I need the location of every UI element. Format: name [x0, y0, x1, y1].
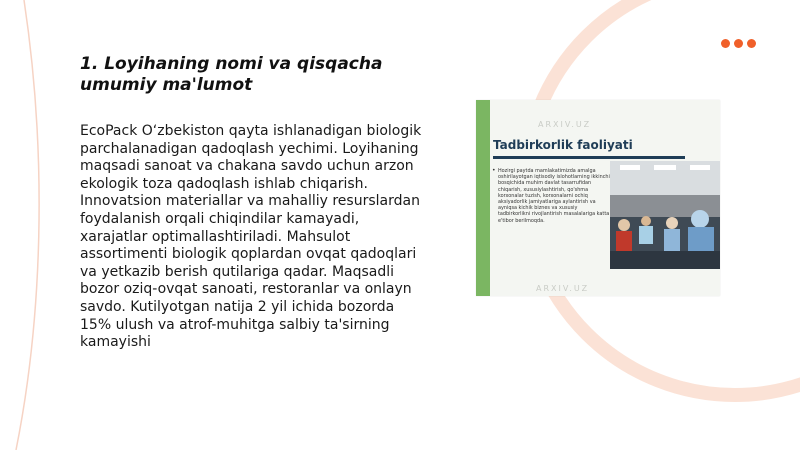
three-dots-icon	[721, 39, 756, 48]
slide-body-text: EcoPack O‘zbekiston qayta ishlanadigan biologik parchalanadigan qadoqlash yechimi. Loyihaning maqsadi sanoat va chakana savdo uchun arzon ekologik toza qadoqlash ishlab chiqarish. Innovatsion materiallar va mahalliy resurslardan foydalanish orqali chiqindilar kamayadi, xarajatlar optimallashtiriladi. Mahsulot assortimenti biologik qoplardan ovqat qadoqlari va yetkazib berish qutilariga qadar. Maqsadli bozor oziq-ovqat sanoati, restoranlar va onlayn savdo. Kutilyotgan natija 2 yil ichida bozorda 15% ulush va atrof-muhitga salbiy ta'sirning kamayishi	[80, 123, 422, 351]
thumbnail-watermark-bottom: ARXIV.UZ	[536, 284, 590, 293]
bullet-icon: •	[492, 167, 496, 174]
dot	[734, 39, 743, 48]
slide-thumbnail-image	[476, 100, 720, 296]
decorative-arc-left	[16, 0, 39, 450]
thumbnail-bullet	[492, 168, 610, 224]
thumbnail-heading: Tadbirkorlik faoliyati	[493, 138, 633, 152]
thumbnail-heading-rule	[493, 156, 685, 159]
factory-workers-photo	[610, 161, 720, 269]
dot	[747, 39, 756, 48]
thumbnail-watermark-top: ARXIV.UZ	[538, 120, 592, 129]
thumbnail-bullet-text: Hozirgi paytda mamlakatimizda amalga oshirilayotgan iqtisodiy islohotlarning ikkinchi bosqichida muhim davlat tasarrufidan chiqarish, xususiylashtirish, qo'shma korxonalar tuzish, korxonalarni ochiq aksiyadorlik jamiyatlariga aylantirish va ayniqsa kichik biznes va xususiy tadbirkorlikni rivojlantirish masalalariga katta e'tibor berilmoqda.	[498, 168, 610, 224]
dot	[721, 39, 730, 48]
slide-title: 1. Loyihaning nomi va qisqacha umumiy ma'lumot	[80, 54, 383, 95]
thumbnail-accent-bar	[476, 100, 490, 296]
